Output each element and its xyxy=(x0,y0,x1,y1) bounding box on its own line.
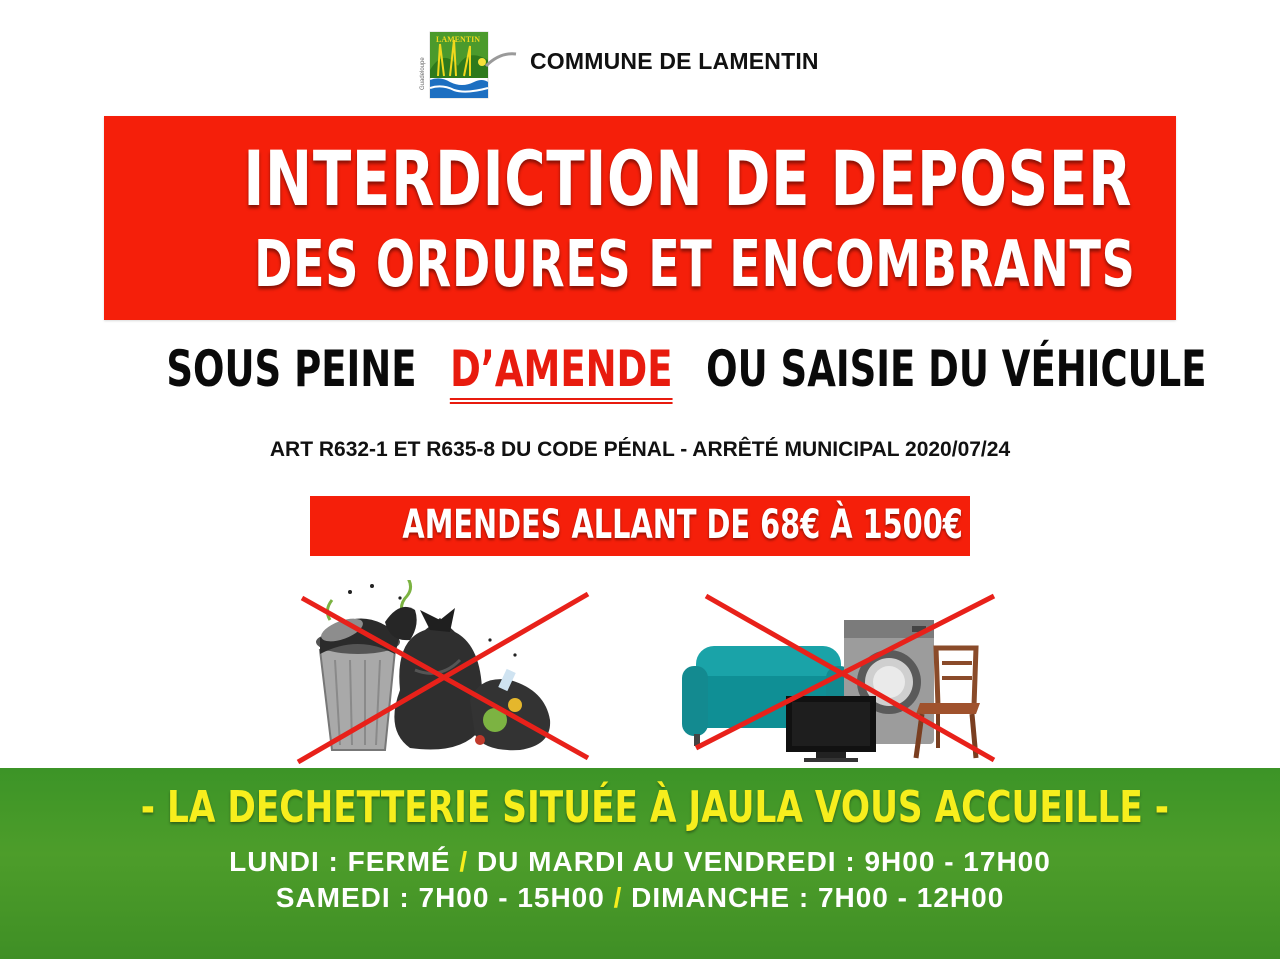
hours-monday: LUNDI : FERMÉ xyxy=(229,846,451,877)
fines-text: AMENDES ALLANT DE 68€ À 1500€ xyxy=(402,502,963,548)
penalty-statement xyxy=(166,340,1207,398)
hours-sunday: DIMANCHE : 7H00 - 12H00 xyxy=(631,882,1005,913)
banner-title-line-1: INTERDICTION DE DEPOSER xyxy=(243,134,1133,223)
garbage-illustration xyxy=(290,580,600,775)
penalty-highlight: D’AMENDE xyxy=(450,340,672,404)
furniture-appliances-icon xyxy=(676,588,1006,773)
bulky-items-illustration xyxy=(676,588,1006,773)
lamentin-logo-icon xyxy=(418,30,518,105)
opening-hours-line-2 xyxy=(0,882,1280,914)
footer-title: - LA DECHETTERIE SITUÉE À JAULA VOUS ACCUEILLE - xyxy=(140,782,1169,833)
garbage-bags-icon xyxy=(290,580,600,775)
hours-separator: / xyxy=(459,846,469,877)
dechetterie-info-footer xyxy=(0,768,1280,959)
penalty-suffix: OU SAISIE DU VÉHICULE xyxy=(706,340,1207,398)
fines-banner xyxy=(310,496,970,556)
commune-logo xyxy=(418,30,518,105)
legal-reference: ART R632-1 ET R635-8 DU CODE PÉNAL - ARRÊTÉ MUNICIPAL 2020/07/24 xyxy=(269,438,1011,461)
banner-title-line-2: DES ORDURES ET ENCOMBRANTS xyxy=(254,228,1136,302)
logo-side-text: Guadeloupe xyxy=(420,57,426,90)
hours-saturday: SAMEDI : 7H00 - 15H00 xyxy=(275,882,605,913)
opening-hours-line-1 xyxy=(0,846,1280,878)
logo-text: LAMENTIN xyxy=(436,35,481,44)
penalty-prefix: SOUS PEINE xyxy=(166,340,417,398)
hours-weekdays: DU MARDI AU VENDREDI : 9H00 - 17H00 xyxy=(476,846,1051,877)
commune-name: COMMUNE DE LAMENTIN xyxy=(530,48,819,74)
main-warning-banner xyxy=(104,116,1176,320)
hours-separator: / xyxy=(613,882,623,913)
